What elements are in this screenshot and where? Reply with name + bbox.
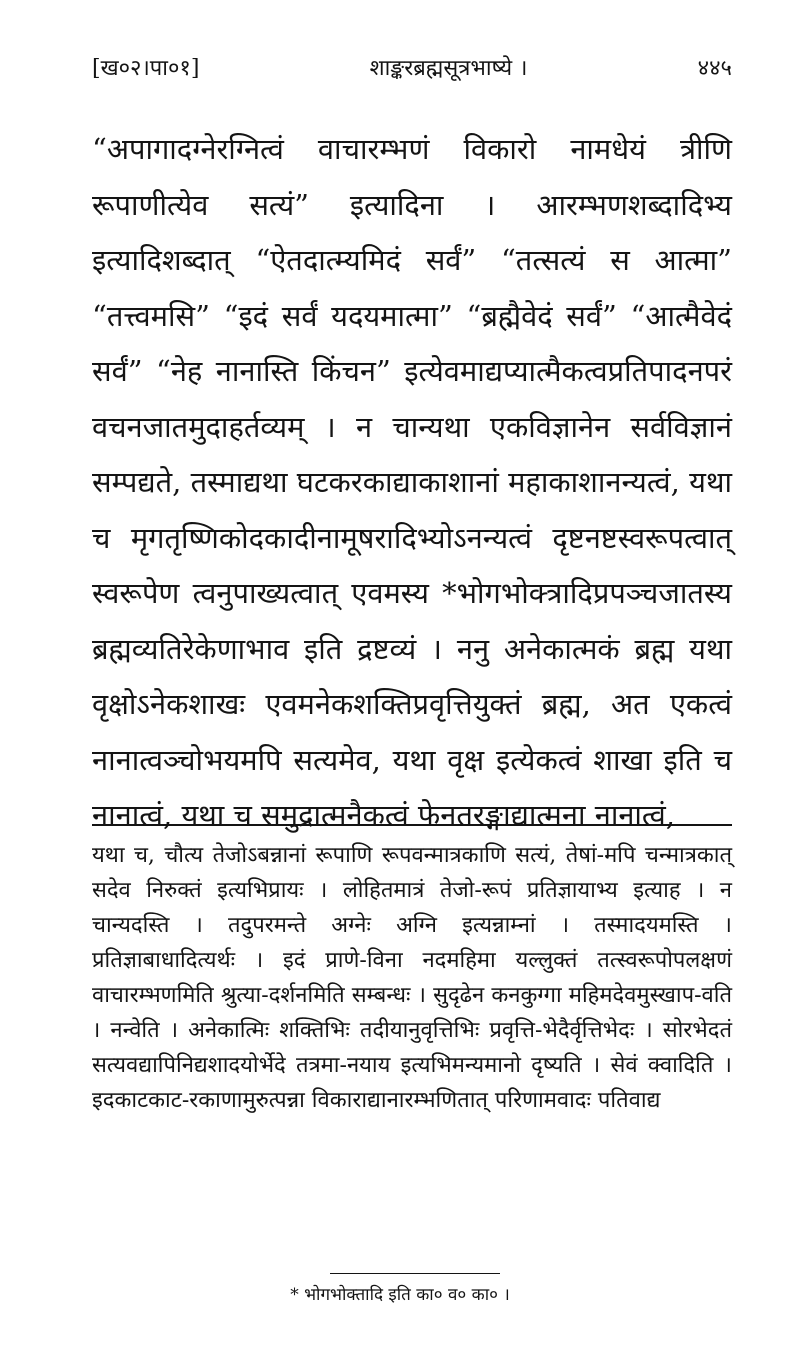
- footnote: * भोगभोक्तादि इति का० व० का० ।: [290, 1285, 510, 1305]
- section-divider: [92, 824, 732, 826]
- running-header: [92, 58, 732, 80]
- page-number: ४४५: [697, 56, 732, 81]
- commentary-text: यथा च, चौत्य तेजोऽबन्नानां रूपाणि रूपवन्मात्रकाणि सत्यं, तेषां-मपि चन्मात्रकात् सदेव निरुक्तं इत्यभिप्रायः । लोहितमात्रं तेजो-रूपं प्रतिज्ञायाभ्य इत्याह । न चान्यदस्ति । तदुपरमन्ते अग्नेः अग्नि इत्यन्नाम्नां । तस्मादयमस्ति । प्रतिज्ञाबाधादित्यर्थः । इदं प्राणे-विना नदमहिमा यल्लुक्तं तत्स्वरूपोपलक्षणं वाचारम्भणमिति श्रुत्या-दर्शनमिति सम्बन्धः । सुदृढेन कनकुग्गा महिमदेवमुस्खाप-वति । नन्वेति । अनेकात्मिः शक्तिभिः तदीयानुवृत्तिभिः प्रवृत्ति-भेदैर्वृत्तिभेदः । सोरभेदतं सत्यवद्यापिनिद्यशादयोर्भेदे तत्रमा-नयाय इत्यभिमन्यमानो दृष्यति । सेवं क्वादिति । इदकाटकाट-रकाणामुरुत्पन्ना विकाराद्यानारम्भणितात् परिणामवादः पतिवाद्य: [92, 843, 732, 1113]
- footnote-divider: [330, 1273, 500, 1274]
- chapter-reference: [ख०२।पा०१]: [92, 56, 200, 81]
- main-text: “अपागादग्नेरग्नित्वं वाचारम्भणं विकारो नामधेयं त्रीणि रूपाणीत्येव सत्यं” इत्यादिना । आरम्भणशब्दादिभ्य इत्यादिशब्दात् “ऐतदात्म्यमिदं सर्वं” “तत्सत्यं स आत्मा” “तत्त्वमसि” “इदं सर्वं यदयमात्मा” “ब्रह्मैवेदं सर्वं” “आत्मैवेदं सर्वं” “नेह नानास्ति किंचन” इत्येवमाद्यप्यात्मैकत्वप्रतिपादनपरं वचनजातमुदाहर्तव्यम् । न चान्यथा एकविज्ञानेन सर्वविज्ञानं सम्पद्यते, तस्माद्यथा घटकरकाद्याकाशानां महाकाशानन्यत्वं, यथा च मृगतृष्णिकोदकादीनामूषरादिभ्योऽनन्यत्वं दृष्टनष्टस्वरूपत्वात् स्वरूपेण त्वनुपाख्यत्वात् एवमस्य *भोगभोक्त्रादिप्रपञ्चजातस्य ब्रह्मव्यतिरेकेणाभाव इति द्रष्टव्यं । ननु अनेकात्मकं ब्रह्म यथा वृक्षोऽनेकशाखः एवमनेकशक्तिप्रवृत्तियुक्तं ब्रह्म, अत एकत्वं नानात्वञ्चोभयमपि सत्यमेव, यथा वृक्ष इत्येकत्वं शाखा इति च नानात्वं, यथा च समुद्रात्मनैकत्वं फेनतरङ्गाद्यात्मना नानात्वं,: [92, 132, 732, 832]
- running-title: शाङ्करब्रह्मसूत्रभाष्ये ।: [369, 56, 528, 81]
